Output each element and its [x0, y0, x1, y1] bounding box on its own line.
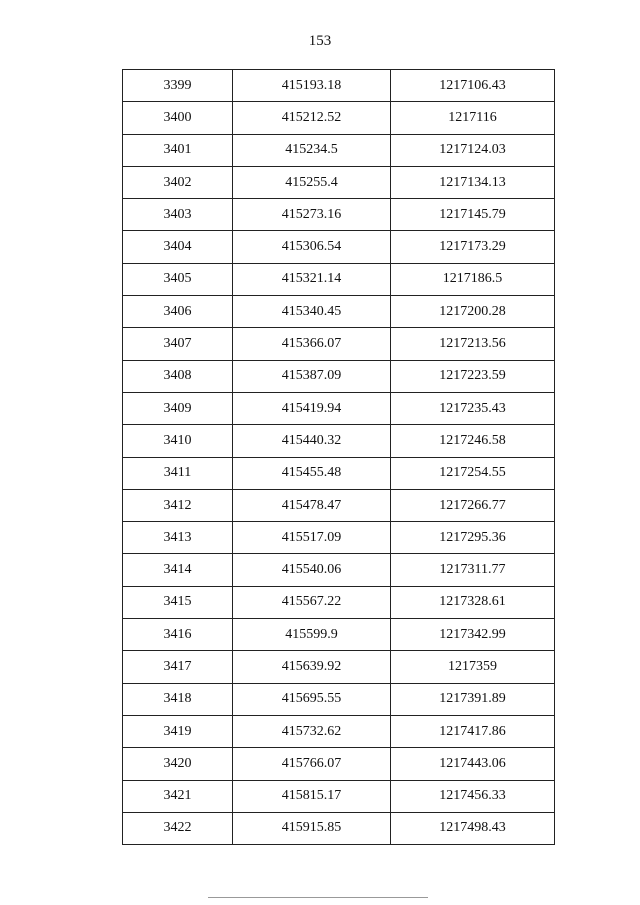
- x-coordinate-cell: 415455.48: [233, 457, 391, 489]
- x-coordinate-cell: 415478.47: [233, 489, 391, 521]
- point-id-cell: 3410: [123, 425, 233, 457]
- point-id-cell: 3422: [123, 812, 233, 844]
- table-row: [123, 70, 555, 102]
- table-row: [123, 683, 555, 715]
- x-coordinate-cell: 415440.32: [233, 425, 391, 457]
- x-coordinate-cell: 415255.4: [233, 166, 391, 198]
- table-row: [123, 296, 555, 328]
- x-coordinate-cell: 415234.5: [233, 134, 391, 166]
- y-coordinate-cell: 1217145.79: [391, 199, 555, 231]
- y-coordinate-cell: 1217342.99: [391, 619, 555, 651]
- point-id-cell: 3401: [123, 134, 233, 166]
- footer-rule: [208, 897, 428, 898]
- table-row: [123, 812, 555, 844]
- x-coordinate-cell: 415766.07: [233, 748, 391, 780]
- table-row: [123, 586, 555, 618]
- table-row: [123, 231, 555, 263]
- x-coordinate-cell: 415567.22: [233, 586, 391, 618]
- point-id-cell: 3406: [123, 296, 233, 328]
- y-coordinate-cell: 1217295.36: [391, 522, 555, 554]
- x-coordinate-cell: 415915.85: [233, 812, 391, 844]
- x-coordinate-cell: 415517.09: [233, 522, 391, 554]
- y-coordinate-cell: 1217443.06: [391, 748, 555, 780]
- x-coordinate-cell: 415540.06: [233, 554, 391, 586]
- point-id-cell: 3416: [123, 619, 233, 651]
- page-number: 153: [308, 33, 332, 49]
- table-row: [123, 102, 555, 134]
- x-coordinate-cell: 415732.62: [233, 715, 391, 747]
- y-coordinate-cell: 1217328.61: [391, 586, 555, 618]
- point-id-cell: 3409: [123, 392, 233, 424]
- y-coordinate-cell: 1217116: [391, 102, 555, 134]
- y-coordinate-cell: 1217359: [391, 651, 555, 683]
- table-row: [123, 715, 555, 747]
- y-coordinate-cell: 1217173.29: [391, 231, 555, 263]
- point-id-cell: 3408: [123, 360, 233, 392]
- table-row: [123, 522, 555, 554]
- point-id-cell: 3400: [123, 102, 233, 134]
- y-coordinate-cell: 1217254.55: [391, 457, 555, 489]
- point-id-cell: 3419: [123, 715, 233, 747]
- y-coordinate-cell: 1217456.33: [391, 780, 555, 812]
- x-coordinate-cell: 415599.9: [233, 619, 391, 651]
- table-row: [123, 554, 555, 586]
- y-coordinate-cell: 1217134.13: [391, 166, 555, 198]
- point-id-cell: 3404: [123, 231, 233, 263]
- table-row: [123, 748, 555, 780]
- y-coordinate-cell: 1217186.5: [391, 263, 555, 295]
- y-coordinate-cell: 1217213.56: [391, 328, 555, 360]
- table-row: [123, 360, 555, 392]
- y-coordinate-cell: 1217391.89: [391, 683, 555, 715]
- point-id-cell: 3412: [123, 489, 233, 521]
- point-id-cell: 3413: [123, 522, 233, 554]
- x-coordinate-cell: 415639.92: [233, 651, 391, 683]
- y-coordinate-cell: 1217106.43: [391, 70, 555, 102]
- x-coordinate-cell: 415695.55: [233, 683, 391, 715]
- table-row: [123, 263, 555, 295]
- y-coordinate-cell: 1217235.43: [391, 392, 555, 424]
- point-id-cell: 3402: [123, 166, 233, 198]
- x-coordinate-cell: 415273.16: [233, 199, 391, 231]
- point-id-cell: 3415: [123, 586, 233, 618]
- table-row: [123, 425, 555, 457]
- point-id-cell: 3420: [123, 748, 233, 780]
- table-row: [123, 457, 555, 489]
- point-id-cell: 3399: [123, 70, 233, 102]
- x-coordinate-cell: 415387.09: [233, 360, 391, 392]
- point-id-cell: 3411: [123, 457, 233, 489]
- y-coordinate-cell: 1217200.28: [391, 296, 555, 328]
- x-coordinate-cell: 415419.94: [233, 392, 391, 424]
- table-row: [123, 619, 555, 651]
- y-coordinate-cell: 1217124.03: [391, 134, 555, 166]
- point-id-cell: 3403: [123, 199, 233, 231]
- table-row: [123, 328, 555, 360]
- table-row: [123, 392, 555, 424]
- x-coordinate-cell: 415193.18: [233, 70, 391, 102]
- y-coordinate-cell: 1217246.58: [391, 425, 555, 457]
- y-coordinate-cell: 1217223.59: [391, 360, 555, 392]
- table-row: [123, 134, 555, 166]
- y-coordinate-cell: 1217311.77: [391, 554, 555, 586]
- y-coordinate-cell: 1217498.43: [391, 812, 555, 844]
- table-body: [123, 70, 555, 845]
- point-id-cell: 3405: [123, 263, 233, 295]
- x-coordinate-cell: 415340.45: [233, 296, 391, 328]
- x-coordinate-cell: 415212.52: [233, 102, 391, 134]
- point-id-cell: 3417: [123, 651, 233, 683]
- table-row: [123, 489, 555, 521]
- table-row: [123, 199, 555, 231]
- coordinate-table: [122, 69, 555, 845]
- y-coordinate-cell: 1217266.77: [391, 489, 555, 521]
- x-coordinate-cell: 415815.17: [233, 780, 391, 812]
- x-coordinate-cell: 415321.14: [233, 263, 391, 295]
- x-coordinate-cell: 415366.07: [233, 328, 391, 360]
- table-row: [123, 780, 555, 812]
- point-id-cell: 3418: [123, 683, 233, 715]
- y-coordinate-cell: 1217417.86: [391, 715, 555, 747]
- x-coordinate-cell: 415306.54: [233, 231, 391, 263]
- table-row: [123, 651, 555, 683]
- point-id-cell: 3421: [123, 780, 233, 812]
- point-id-cell: 3414: [123, 554, 233, 586]
- point-id-cell: 3407: [123, 328, 233, 360]
- table-row: [123, 166, 555, 198]
